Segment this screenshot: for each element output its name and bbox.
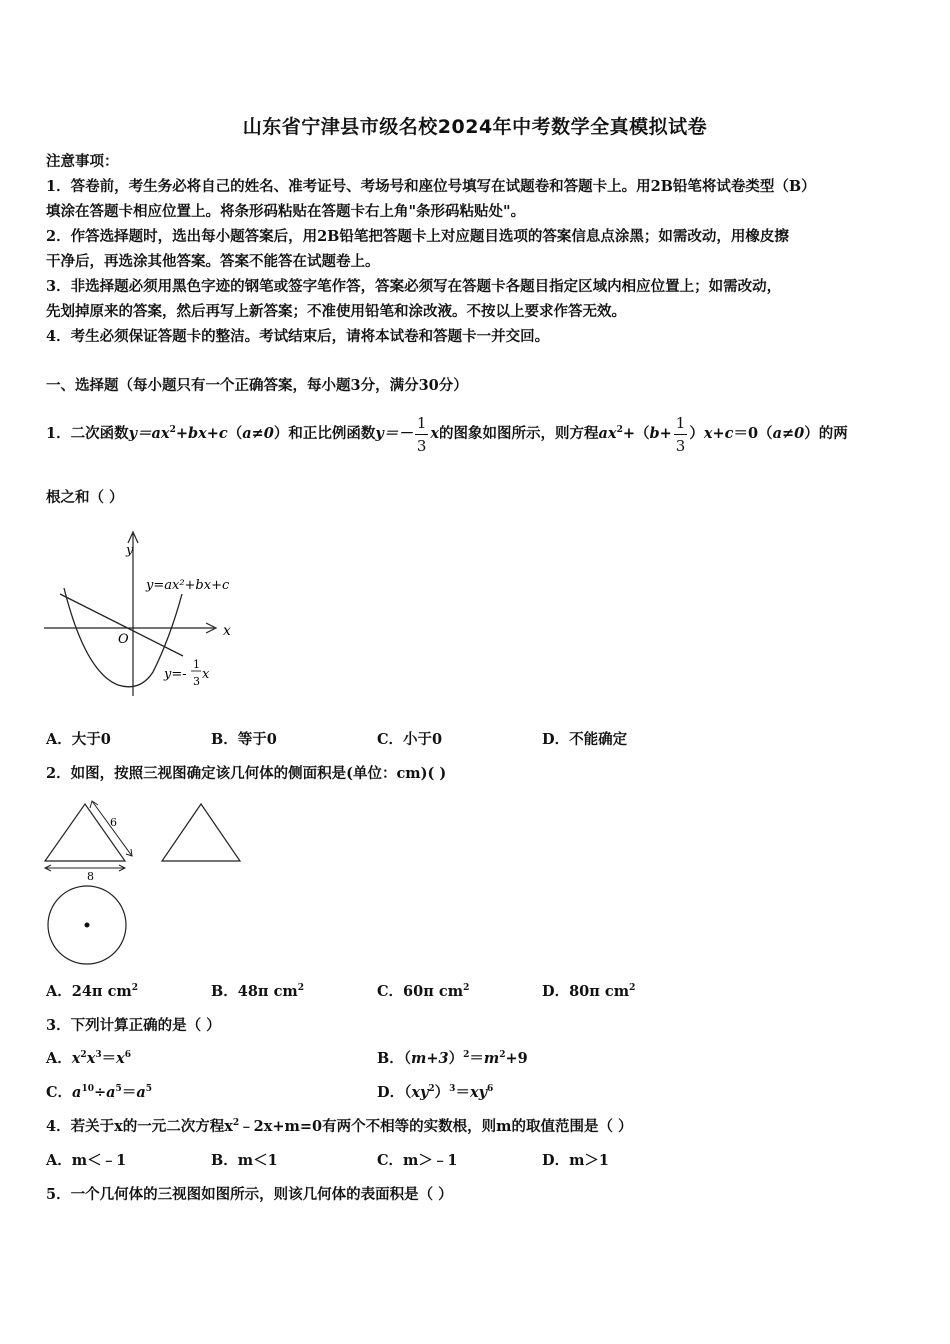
quadratic-graph-figure <box>40 522 250 700</box>
y-axis-label: y <box>126 543 134 558</box>
option-b[interactable]: B．等于0 <box>211 731 277 748</box>
option-b[interactable]: B．$(m+3)^2=m^2+9$ <box>377 1050 528 1067</box>
origin-label: O <box>118 632 129 647</box>
notice-line: 干净后，再选涂其他答案。答案不能答在试题卷上。 <box>46 253 380 270</box>
top-view-center-dot <box>85 923 90 928</box>
option-c[interactable]: C．$a^{10}\div a^5=a^5$ <box>46 1084 152 1101</box>
question-1-stem: 1．二次函数$y=ax^2+bx+c(a\ne 0)$和正比例函数y＝－ $\frac{1}{3}$ x的图象如图所示，则方程$ax^2+(b+$ $\frac{1}{3}$ ）x+c＝0（a≠0）的两 <box>46 413 848 455</box>
option-d[interactable]: D．m＞1 <box>542 1152 610 1169</box>
notice-line: 先划掉原来的答案，然后再写上新答案；不准使用铅笔和涂改液。不按以上要求作答无效。 <box>46 303 626 320</box>
line-label-denominator: 3 <box>193 675 200 688</box>
notice-heading: 注意事项： <box>46 153 119 170</box>
option-a[interactable]: A．大于0 <box>46 731 111 748</box>
notice-line: 填涂在答题卡相应位置上。将条形码粘贴在答题卡右上角"条形码粘贴处"。 <box>46 203 526 220</box>
parabola-label: y=ax²+bx+c <box>146 578 230 593</box>
question-3-stem: 3．下列计算正确的是（ ） <box>46 1017 221 1034</box>
x-axis-label: x <box>223 623 231 639</box>
option-c[interactable]: C．60π $cm^2$ <box>377 983 470 1000</box>
line-label: y=- <box>164 667 187 682</box>
side-view-triangle <box>162 804 240 861</box>
option-c[interactable]: C．小于0 <box>377 731 443 748</box>
option-d[interactable]: D．80π $cm^2$ <box>542 983 636 1000</box>
notice-line: 1．答卷前，考生务必将自己的姓名、准考证号、考场号和座位号填写在试题卷和答题卡上。用2B铅笔将试卷类型（B） <box>46 178 816 195</box>
fraction-one-third: $\frac{1}{3}$ <box>675 413 686 455</box>
page-title: 山东省宁津县市级名校2024年中考数学全真模拟试卷 <box>242 116 708 138</box>
option-b[interactable]: B．m＜1 <box>211 1152 278 1169</box>
question-4-stem: 4．若关于x的一元二次方程$x^2﹣2x+m=0$有两个不相等的实数根，则m的取值范围是（ ） <box>46 1118 633 1135</box>
option-b[interactable]: B．48π $cm^2$ <box>211 983 305 1000</box>
section-heading: 一、选择题（每小题只有一个正确答案，每小题3分，满分30分） <box>46 377 468 394</box>
notice-line: 3．非选择题必须用黑色字迹的钢笔或签字笔作答，答案必须写在答题卡各题目指定区域内相应位置上；如需改动， <box>46 278 782 295</box>
notice-line: 4．考生必须保证答题卡的整洁。考试结束后，请将本试卷和答题卡一并交回。 <box>46 328 550 345</box>
question-1-stem-cont: 根之和（ ） <box>46 489 124 506</box>
fraction-one-third: $\frac{1}{3}$ <box>416 413 427 455</box>
option-c[interactable]: C．m＞﹣1 <box>377 1152 458 1169</box>
option-d[interactable]: D．不能确定 <box>542 731 628 748</box>
question-2-stem: 2．如图，按照三视图确定该几何体的侧面积是(单位：cm)( ) <box>46 765 447 782</box>
line-label-x: x <box>202 667 210 682</box>
line-label-numerator: 1 <box>193 658 200 671</box>
option-d[interactable]: D．$(xy^2)^3=xy^6$ <box>377 1084 494 1101</box>
option-a[interactable]: A．24π $cm^2$ <box>46 983 139 1000</box>
option-a[interactable]: A．m＜﹣1 <box>46 1152 127 1169</box>
front-view-triangle <box>45 804 125 861</box>
notice-line: 2．作答选择题时，选出每小题答案后，用2B铅笔把答题卡上对应题目选项的答案信息点涂黑；如需改动，用橡皮擦 <box>46 228 789 245</box>
option-a[interactable]: A．$x^2x^3=x^6$ <box>46 1050 132 1067</box>
three-view-figure <box>40 796 250 990</box>
question-5-stem: 5．一个几何体的三视图如图所示，则该几何体的表面积是（ ） <box>46 1186 453 1203</box>
dimension-label-6: 6 <box>110 816 117 829</box>
dimension-label-8: 8 <box>87 870 94 883</box>
